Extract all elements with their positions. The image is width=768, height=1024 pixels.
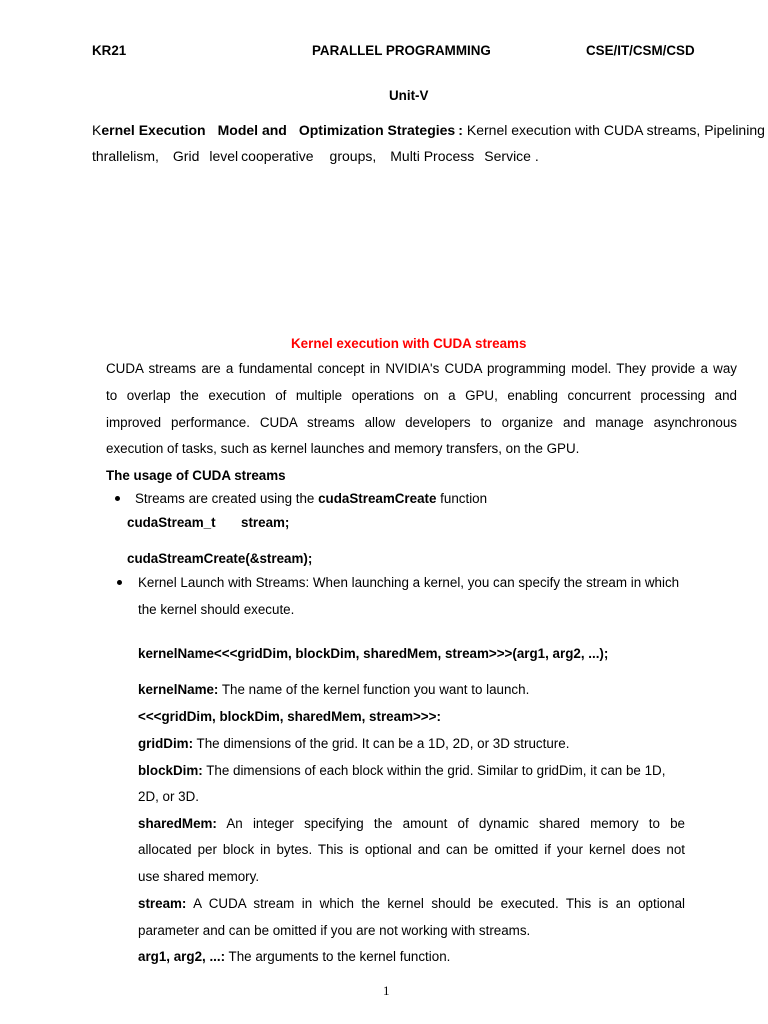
intro-word: level — [209, 148, 239, 164]
intro-word: Service . — [484, 148, 539, 164]
page-number: 1 — [383, 983, 390, 998]
header-left: KR21 — [92, 43, 127, 58]
intro-line-1 — [92, 122, 765, 138]
def-griddim — [138, 736, 569, 751]
def-desc: The dimensions of the grid. It can be a 1D, 2D, or 3D structure. — [193, 736, 570, 751]
launch-syntax: kernelName<<<gridDim, blockDim, sharedMem, stream>>>(arg1, arg2, ...); — [138, 646, 609, 661]
bullet-icon — [117, 580, 122, 585]
para-line: CUDA streams are a fundamental concept in NVIDIA's CUDA programming model. They provide a way — [106, 361, 737, 376]
intro-word: Grid — [172, 148, 200, 164]
def-config: <<<gridDim, blockDim, sharedMem, stream>>>: — [138, 709, 441, 724]
def-desc: An integer specifying the amount of dynamic shared memory to be — [216, 816, 685, 831]
def-sharedmem-cont: use shared memory. — [138, 869, 260, 884]
def-stream-cont: parameter and can be omitted if you are not working with streams. — [138, 923, 531, 938]
def-term: sharedMem: — [138, 816, 217, 831]
intro-heading-2: Model and — [217, 122, 287, 138]
bullet-1-bold: cudaStreamCreate — [318, 491, 437, 506]
def-kernelname — [138, 682, 529, 697]
def-stream — [138, 896, 685, 911]
intro-word: groups, — [329, 148, 377, 164]
bullet-2-line-1: Kernel Launch with Streams: When launching a kernel, you can specify the stream in which — [138, 575, 680, 590]
intro-word: cooperative — [241, 148, 314, 164]
intro-line1-rest: Kernel execution with CUDA streams, Pipelining — [466, 122, 765, 138]
def-term: stream: — [138, 896, 187, 911]
para-line: to overlap the execution of multiple operations on a GPU, enabling concurrent processing and — [106, 388, 737, 403]
header-right: CSE/IT/CSM/CSD — [586, 43, 695, 58]
para-line: improved performance. CUDA streams allow developers to organize and manage asynchronous — [106, 415, 737, 430]
bullet-1 — [135, 491, 487, 506]
bullet-1-pre: Streams are created using the — [135, 491, 319, 506]
def-args — [138, 949, 450, 964]
para-line: execution of tasks, such as kernel launches and memory transfers, on the GPU. — [106, 441, 580, 456]
def-term: kernelName: — [138, 682, 219, 697]
bullet-icon — [115, 496, 120, 501]
code-stream-type: cudaStream_t — [127, 515, 216, 530]
bullet-1-post: function — [436, 491, 488, 506]
intro-word: thrallelism, — [92, 148, 159, 164]
intro-heading-3: Optimization Strategies — [298, 122, 456, 138]
section-title: Kernel execution with CUDA streams — [291, 336, 527, 351]
intro-heading-k: K — [92, 122, 102, 138]
def-desc: The dimensions of each block within the grid. Similar to gridDim, it can be 1D, — [202, 763, 666, 778]
def-desc: The arguments to the kernel function. — [225, 949, 451, 964]
def-blockdim — [138, 763, 665, 778]
unit-title: Unit-V — [389, 88, 429, 103]
def-desc: The name of the kernel function you want to launch. — [218, 682, 530, 697]
intro-heading-colon: : — [458, 122, 463, 138]
header-center: PARALLEL PROGRAMMING — [312, 43, 491, 58]
code-stream-var: stream; — [241, 515, 290, 530]
usage-heading: The usage of CUDA streams — [106, 468, 286, 483]
def-desc: A CUDA stream in which the kernel should be executed. This is an optional — [186, 896, 685, 911]
def-sharedmem — [138, 816, 685, 831]
def-blockdim-cont: 2D, or 3D. — [138, 789, 200, 804]
intro-line-2 — [92, 148, 539, 164]
def-term: arg1, arg2, ...: — [138, 949, 226, 964]
def-term: blockDim: — [138, 763, 203, 778]
code-stream-create: cudaStreamCreate(&stream); — [127, 551, 313, 566]
def-sharedmem-cont: allocated per block in bytes. This is optional and can be omitted if your kernel does not — [138, 842, 685, 857]
intro-heading-1: ernel Execution — [101, 122, 206, 138]
bullet-2-line-2: the kernel should execute. — [138, 602, 295, 617]
intro-word: Multi Process — [390, 148, 475, 164]
def-term: gridDim: — [138, 736, 194, 751]
